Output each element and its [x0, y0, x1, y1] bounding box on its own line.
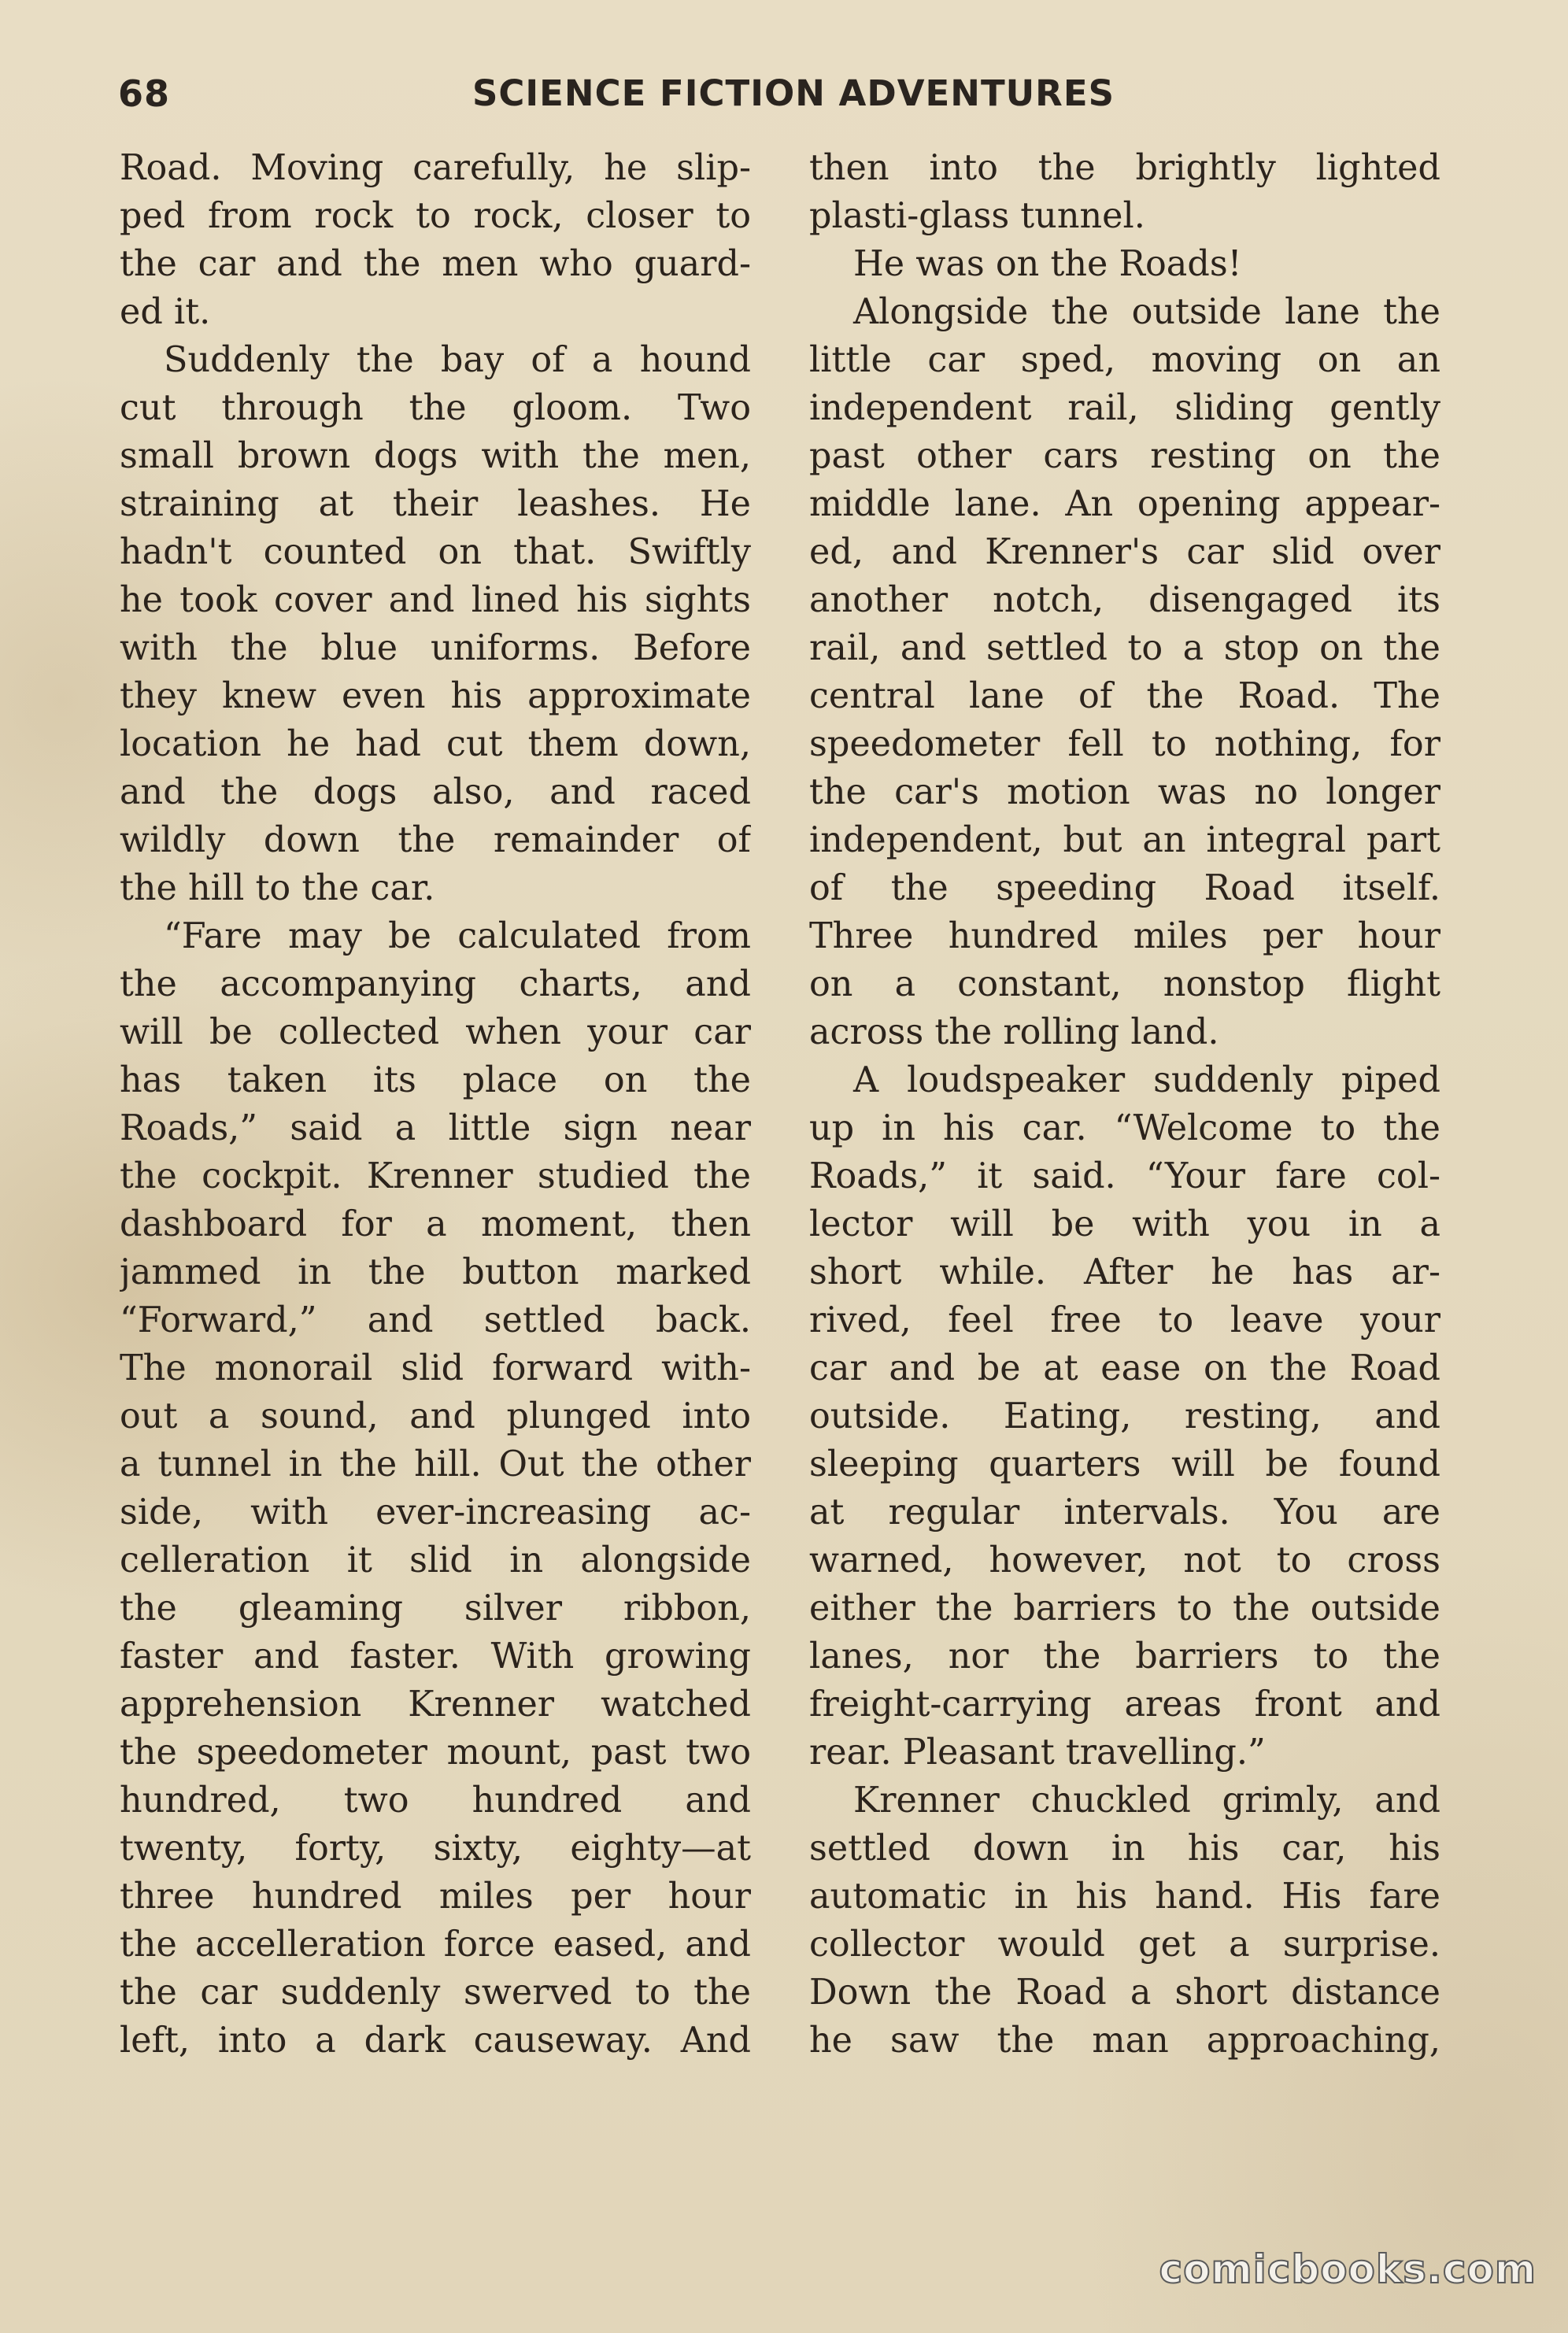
text-line: the accompanying charts, and: [120, 964, 751, 1004]
text-line: independent rail, sliding gently: [809, 388, 1440, 428]
text-line: the hill to the car.: [120, 868, 435, 908]
text-line: twenty, forty, sixty, eighty—at: [120, 1828, 751, 1869]
text-line: Road. Moving carefully, he slip-: [120, 148, 751, 188]
text-line: lector will be with you in a: [809, 1204, 1440, 1244]
text-line: rear. Pleasant travelling.”: [809, 1732, 1266, 1773]
text-line: he took cover and lined his sights: [120, 580, 751, 620]
text-line: faster and faster. With growing: [120, 1636, 751, 1677]
text-line: then into the brightly lighted: [809, 148, 1440, 188]
text-line: The monorail slid forward with-: [120, 1348, 751, 1388]
text-line: across the rolling land.: [809, 1012, 1219, 1052]
text-line: the speedometer mount, past two: [120, 1732, 751, 1773]
text-line: the car suddenly swerved to the: [120, 1973, 751, 2013]
text-line: Roads,” it said. “Your fare col-: [809, 1156, 1440, 1196]
text-line: wildly down the remainder of: [120, 820, 751, 860]
page-number: 68: [118, 72, 171, 115]
watermark-logo: comicbooks.com: [1159, 2246, 1537, 2292]
text-line: the car's motion was no longer: [809, 772, 1440, 812]
journal-title: SCIENCE FICTION ADVENTURES: [472, 72, 1115, 114]
text-line: little car sped, moving on an: [809, 340, 1440, 380]
paragraph-first-line: “Fare may be calculated from: [164, 916, 751, 956]
text-line: dashboard for a moment, then: [120, 1204, 751, 1244]
text-line: rived, feel free to leave your: [809, 1300, 1440, 1340]
text-line: hadn't counted on that. Swiftly: [120, 532, 751, 572]
text-line: they knew even his approximate: [120, 676, 751, 716]
text-line: freight-carrying areas front and: [809, 1684, 1440, 1725]
text-line: the car and the men who guard-: [120, 244, 751, 284]
text-line: the accelleration force eased, and: [120, 1924, 751, 1965]
text-line: car and be at ease on the Road: [809, 1348, 1440, 1388]
text-line: and the dogs also, and raced: [120, 772, 751, 812]
text-line: has taken its place on the: [120, 1060, 751, 1100]
text-line: rail, and settled to a stop on the: [809, 628, 1440, 668]
text-line: independent, but an integral part: [809, 820, 1440, 860]
running-head: [118, 72, 1115, 128]
text-line: ed it.: [120, 292, 211, 332]
text-line: the cockpit. Krenner studied the: [120, 1156, 751, 1196]
text-line: outside. Eating, resting, and: [809, 1396, 1440, 1436]
text-line: jammed in the button marked: [120, 1252, 751, 1292]
text-line: hundred, two hundred and: [120, 1780, 751, 1821]
text-line: warned, however, not to cross: [809, 1540, 1440, 1581]
text-line: settled down in his car, his: [809, 1828, 1440, 1869]
text-line: the gleaming silver ribbon,: [120, 1588, 751, 1629]
text-line: out a sound, and plunged into: [120, 1396, 751, 1436]
text-line: up in his car. “Welcome to the: [809, 1108, 1440, 1148]
text-line: ped from rock to rock, closer to: [120, 196, 751, 236]
text-line: of the speeding Road itself.: [809, 868, 1440, 908]
text-line: past other cars resting on the: [809, 436, 1440, 476]
text-line: Three hundred miles per hour: [809, 916, 1440, 956]
text-line: on a constant, nonstop flight: [809, 964, 1440, 1004]
paragraph-first-line: Alongside the outside lane the: [853, 292, 1440, 332]
left-column: [120, 144, 751, 2065]
text-line: automatic in his hand. His fare: [809, 1876, 1440, 1917]
text-line: he saw the man approaching,: [809, 2021, 1440, 2061]
text-line: lanes, nor the barriers to the: [809, 1636, 1440, 1677]
text-line: Roads,” said a little sign near: [120, 1108, 751, 1148]
text-line: side, with ever-increasing ac-: [120, 1492, 751, 1533]
text-line: a tunnel in the hill. Out the other: [120, 1444, 751, 1484]
text-line: location he had cut them down,: [120, 724, 751, 764]
text-line: straining at their leashes. He: [120, 484, 751, 524]
text-line: speedometer fell to nothing, for: [809, 724, 1440, 764]
text-line: plasti-glass tunnel.: [809, 196, 1145, 236]
text-line: with the blue uniforms. Before: [120, 628, 751, 668]
text-line: left, into a dark causeway. And: [120, 2021, 751, 2061]
paragraph-first-line: A loudspeaker suddenly piped: [853, 1060, 1440, 1100]
paragraph-first-line: Suddenly the bay of a hound: [164, 340, 751, 380]
text-line: middle lane. An opening appear-: [809, 484, 1440, 524]
text-line: collector would get a surprise.: [809, 1924, 1440, 1965]
text-line: small brown dogs with the men,: [120, 436, 751, 476]
paragraph-first-line: He was on the Roads!: [853, 244, 1242, 284]
paragraph-first-line: Krenner chuckled grimly, and: [853, 1780, 1440, 1821]
text-line: three hundred miles per hour: [120, 1876, 751, 1917]
text-line: central lane of the Road. The: [809, 676, 1440, 716]
text-line: celleration it slid in alongside: [120, 1540, 751, 1581]
text-line: cut through the gloom. Two: [120, 388, 751, 428]
text-line: Down the Road a short distance: [809, 1973, 1440, 2013]
text-line: ed, and Krenner's car slid over: [809, 532, 1440, 572]
text-line: short while. After he has ar-: [809, 1252, 1440, 1292]
text-line: sleeping quarters will be found: [809, 1444, 1440, 1484]
text-line: will be collected when your car: [120, 1012, 751, 1052]
text-line: either the barriers to the outside: [809, 1588, 1440, 1629]
text-line: apprehension Krenner watched: [120, 1684, 751, 1725]
text-line: “Forward,” and settled back.: [120, 1300, 751, 1340]
text-line: at regular intervals. You are: [809, 1492, 1440, 1533]
text-line: another notch, disengaged its: [809, 580, 1440, 620]
right-column: [809, 144, 1440, 2065]
